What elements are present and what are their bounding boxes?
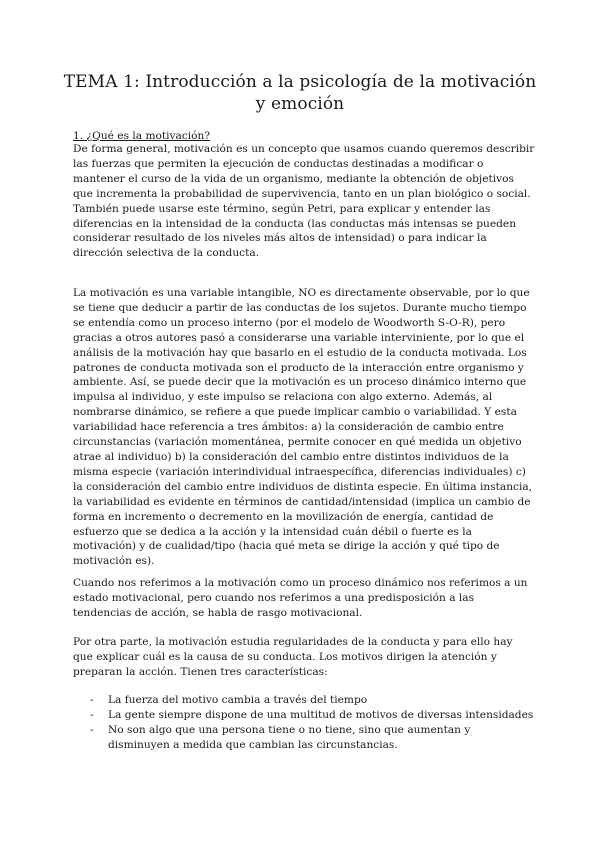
- paragraph-state-trait: Cuando nos referimos a la motivación como un proceso dinámico nos referimos a un estado motivacional, pero cuando nos referimos a una predisposición a las tendencias de acción, se habla de rasgo motivacional.: [73, 577, 528, 619]
- list-item-text: No son algo que una persona tiene o no tiene, sino que aumentan y disminuyen a medida que cambian las circunstancias.: [108, 723, 471, 751]
- bullet-dash: -: [90, 723, 94, 736]
- bullet-dash: -: [90, 708, 94, 721]
- section-heading: 1. ¿Qué es la motivación?: [73, 130, 211, 142]
- list-item: [90, 693, 535, 708]
- list-item-text: La fuerza del motivo cambia a través del tiempo: [108, 694, 368, 706]
- title-line-2: y emoción: [255, 94, 345, 114]
- title-line-1: TEMA 1: Introducción a la psicología de la motivación: [63, 72, 537, 92]
- paragraph-regularities: Por otra parte, la motivación estudia regularidades de la conducta y para ello hay que explicar cuál es la causa de su conducta. Los motivos dirigen la atención y preparan la acción. Tienen tres características:: [73, 636, 513, 678]
- paragraph-variable: La motivación es una variable intangible, NO es directamente observable, por lo que se tiene que deducir a partir de las conductas de los sujetos. Durante mucho tiempo se entendía como un proceso interno (por el modelo de Woodworth S-O-R), pero gracias a otros autores pasó a considerarse una variable interviniente, por lo que el análisis de la motivación hay que basarlo en el estudio de la conducta motivada. Los patrones de conducta motivada son el producto de la interacción entre organismo y ambiente. Así, se puede decir que la motivación es un proceso dinámico interno que impulsa al individuo, y este impulso se relaciona con algo externo. Además, al nombrarse dinámico, se refiere a que puede implicar cambio o variabilidad. Y esta variabilidad hace referencia a tres ámbitos: a) la consideración de cambio entre circunstancias (variación momentánea, permite conocer en qué medida un objetivo atrae al individuo) b) la consideración del cambio entre distintos individuos de la misma especie (variación interindividual intraespecífica, diferencias individuales) c) la consideración del cambio entre individuos de distinta especie. En última instancia, la variabilidad es evidente en términos de cantidad/intensidad (implica un cambio de forma en incremento o decremento en la movilización de energía, cantidad de esfuerzo que se dedica a la acción y la intensidad cuán débil o fuerte es la motivación) y de cualidad/tipo (hacia qué meta se dirige la acción y qué tipo de motivación es).: [73, 287, 533, 568]
- list-item: [90, 723, 535, 753]
- bullet-dash: -: [90, 694, 94, 706]
- characteristics-list: [90, 693, 535, 753]
- list-item: [90, 708, 535, 723]
- document-title: [40, 71, 560, 115]
- paragraph-definition: De forma general, motivación es un concepto que usamos cuando queremos describir las fuerzas que permiten la ejecución de conductas destinadas a modificar o mantener el curso de la vida de un organismo, mediante la obtención de objetivos que incrementa la probabilidad de supervivencia, tanto en un plan biológico o social. También puede usarse este término, según Petri, para explicar y entender las diferencias en la intensidad de la conducta (las conductas más intensas se pueden considerar resultado de los niveles más altos de intensidad) o para indicar la dirección selectiva de la conducta.: [73, 143, 535, 260]
- list-item-text: La gente siempre dispone de una multitud de motivos de diversas intensidades: [108, 708, 534, 721]
